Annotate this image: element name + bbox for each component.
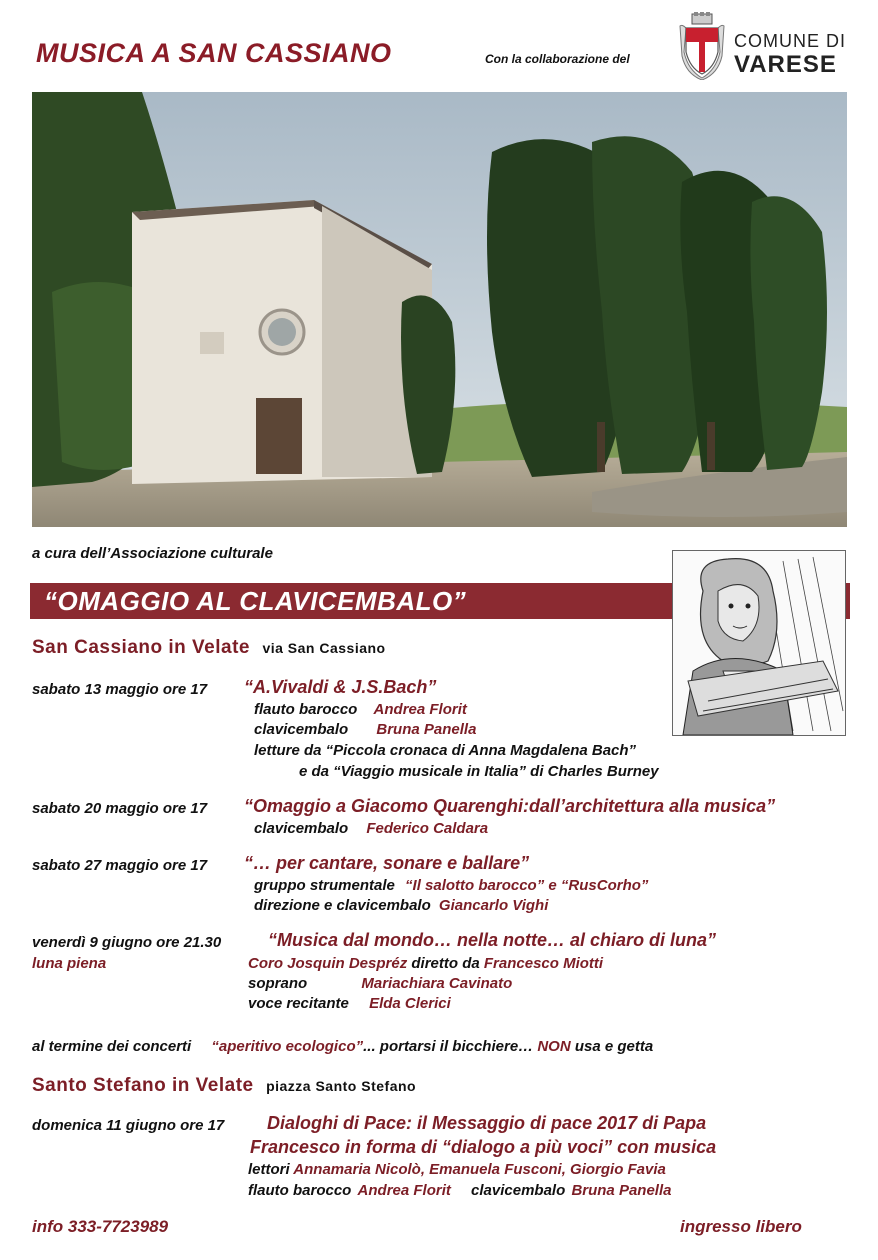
venue-name: San Cassiano in Velate (32, 637, 250, 658)
performer-name: Federico Caldara (366, 820, 489, 837)
performer-role: clavicembalo (254, 820, 349, 837)
performer-name: Andrea Florit (373, 701, 467, 718)
event-title: “Omaggio a Giacomo Quarenghi:dall’architettura alla musica” (244, 796, 776, 816)
aperitivo-non: NON (537, 1038, 571, 1055)
association-name: “OMAGGIO AL CLAVICEMBALO” (44, 586, 467, 616)
performer-line (254, 877, 648, 894)
performer-name: Elda Clerici (369, 995, 451, 1012)
aperitivo-prefix: al termine dei concerti (32, 1038, 192, 1055)
comune-label: COMUNE DI (734, 31, 846, 51)
event-title: “… per cantare, sonare e ballare” (244, 853, 530, 873)
performer-line (254, 820, 488, 837)
event-title: “Musica dal mondo… nella notte… al chiaro di luna” (268, 930, 717, 950)
event-date: domenica 11 giugno ore 17 (32, 1117, 225, 1134)
performer-name: Bruna Panella (571, 1182, 672, 1199)
performer-role: voce recitante (248, 995, 349, 1012)
event-note: e da “Viaggio musicale in Italia” di Charles Burney (299, 763, 659, 780)
performer-role: clavicembalo (254, 721, 349, 738)
performer-role: clavicembalo (471, 1182, 566, 1199)
choir-mid: diretto da (411, 955, 480, 972)
event-title: “A.Vivaldi & J.S.Bach” (244, 677, 437, 697)
performer-line (248, 975, 512, 992)
choir-name: Coro Josquin Despréz (248, 955, 408, 972)
performer-role: flauto barocco (254, 701, 358, 718)
venue-address: via San Cassiano (262, 640, 386, 656)
aperitivo-highlight: “aperitivo ecologico” (211, 1038, 364, 1055)
varese-coat-of-arms-icon (678, 12, 726, 80)
event-date: venerdì 9 giugno ore 21.30 (32, 934, 222, 951)
performer-name: Mariachiara Cavinato (361, 975, 513, 992)
performer-role: direzione e clavicembalo (254, 897, 431, 914)
performer-role: gruppo strumentale (254, 877, 395, 894)
poster-title: MUSICA A SAN CASSIANO (36, 38, 392, 68)
readers-names: Annamaria Nicolò, Emanuela Fusconi, Giorgio Favia (293, 1161, 666, 1178)
event-date: sabato 13 maggio ore 17 (32, 681, 208, 698)
performer-role: soprano (248, 975, 308, 992)
performer-line (254, 701, 467, 718)
venue-name: Santo Stefano in Velate (32, 1075, 254, 1096)
performer-name: Giancarlo Vighi (438, 897, 549, 914)
entry-free: ingresso libero (680, 1217, 802, 1236)
info-phone: info 333-7723989 (32, 1217, 169, 1236)
readers-label: lettori (248, 1161, 290, 1178)
varese-label: VARESE (734, 51, 837, 78)
readers-line (248, 1161, 666, 1178)
bach-portrait-image (672, 550, 846, 736)
event-title: Dialoghi di Pace: il Messaggio di pace 2017 di Papa (267, 1113, 707, 1133)
performer-line (248, 995, 451, 1012)
event-date: sabato 20 maggio ore 17 (32, 800, 208, 817)
church-photo (32, 92, 847, 527)
aperitivo-suffix: usa e getta (574, 1038, 654, 1055)
choir-line (248, 955, 603, 972)
performer-role: flauto barocco (248, 1182, 352, 1199)
performers-line (248, 1182, 671, 1199)
performer-name: “Il salotto barocco” e “RusCorho” (405, 877, 649, 894)
performer-name: Bruna Panella (376, 721, 477, 738)
event-tag: luna piena (32, 955, 107, 972)
collaboration-label: Con la collaborazione del (485, 52, 630, 66)
performer-name: Andrea Florit (357, 1182, 451, 1199)
venue-santo-stefano (32, 1075, 416, 1097)
aperitivo-middle: ... portarsi il bicchiere… (363, 1038, 534, 1055)
event-date: sabato 27 maggio ore 17 (32, 857, 208, 874)
venue-san-cassiano (32, 637, 386, 659)
event-title-continued: Francesco in forma di “dialogo a più voci” con musica (250, 1137, 717, 1157)
performer-line (254, 897, 548, 914)
curated-by-label: a cura dell’Associazione culturale (32, 545, 273, 562)
aperitivo-line (32, 1038, 653, 1055)
choir-director: Francesco Miotti (483, 955, 604, 972)
venue-address: piazza Santo Stefano (266, 1078, 417, 1094)
performer-line (254, 721, 476, 738)
event-note: letture da “Piccola cronaca di Anna Magdalena Bach” (254, 742, 637, 759)
